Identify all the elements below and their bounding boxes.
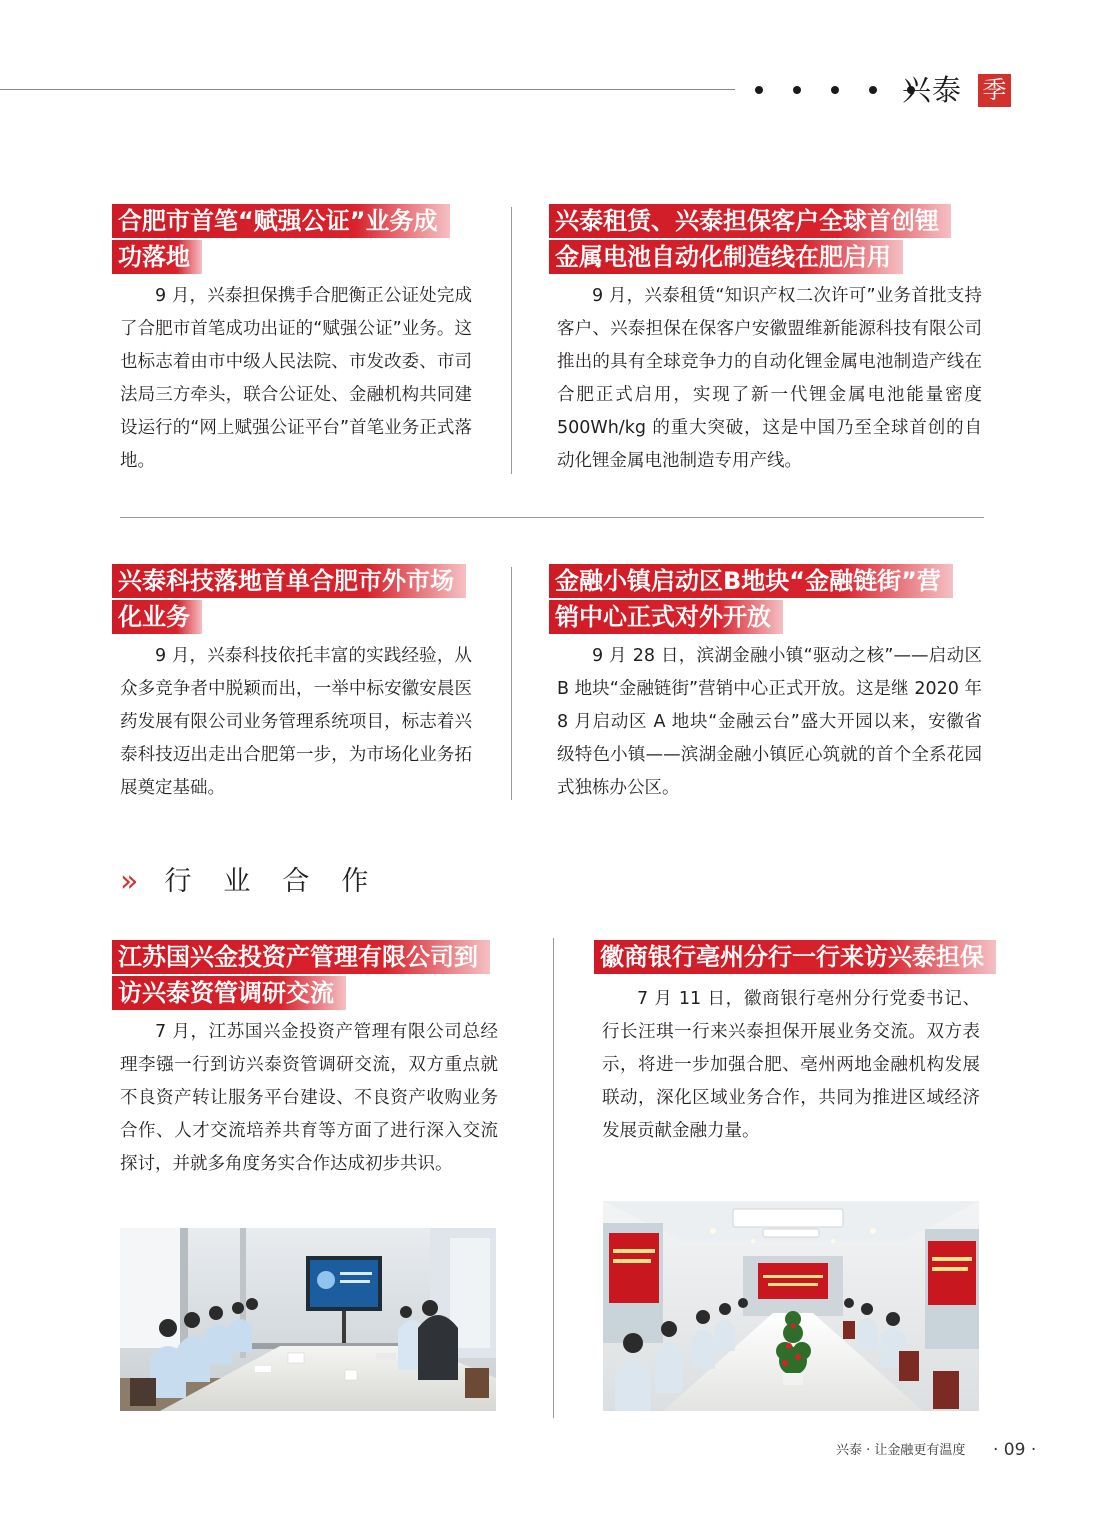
magazine-brand: 兴泰 — [902, 73, 963, 107]
headline-line: 合肥市首笔“赋强公证”业务成 — [112, 204, 450, 238]
page-number: · 09 · — [993, 1440, 1037, 1460]
headline-line: 销中心正式对外开放 — [549, 600, 783, 634]
headline-line: 金融小镇启动区B地块“金融链街”营 — [549, 564, 953, 598]
section-heading — [120, 862, 400, 902]
column-divider — [511, 567, 512, 800]
cooperation-1-headline — [112, 940, 522, 1010]
article-2-body: 9 月，兴泰租赁“知识产权二次许可”业务首批支持客户、兴泰担保在保客户安徽盟维新能源科技有限公司推出的具有全球竞争力的自动化锂金属电池制造产线在合肥正式启用，实现了新一代锂金属电池能量密度 500Wh/kg 的重大突破，这是中国乃至全球首创的自动化锂金属电池制造专用产线。 — [557, 286, 982, 471]
column-divider — [553, 938, 554, 1418]
headline-line: 功落地 — [112, 240, 202, 274]
headline-line: 兴泰科技落地首单合肥市外市场 — [112, 564, 466, 598]
row-divider — [120, 517, 984, 518]
section-title: 行业合作 — [164, 866, 401, 897]
dot-icon — [755, 86, 763, 94]
cooperation-2-body: 7 月 11 日，徽商银行亳州分行党委书记、行长汪琪一行来兴泰担保开展业务交流。双方表示，将进一步加强合肥、亳州两地金融机构发展联动，深化区域业务合作，共同为推进区域经济发展贡献金融力量。 — [602, 989, 980, 1141]
article-2-headline — [549, 204, 999, 274]
article-4-headline — [549, 564, 999, 634]
dot-icon — [831, 86, 839, 94]
headline-line: 兴泰租赁、兴泰担保客户全球首创锂 — [549, 204, 951, 238]
article-1-headline — [112, 204, 492, 274]
dot-icon — [793, 86, 801, 94]
column-divider — [511, 207, 512, 474]
season-seal-logo: 季 — [978, 74, 1011, 107]
meeting-photo-2 — [603, 1201, 979, 1411]
header-dots — [755, 70, 915, 110]
double-chevron-icon: » — [120, 864, 139, 899]
cooperation-1-body: 7 月，江苏国兴金投资产管理有限公司总经理李镪一行到访兴泰资管调研交流，双方重点就不良资产转让服务平台建设、不良资产收购业务合作、人才交流培养共育等方面了进行深入交流探讨，并就多角度务实合作达成初步共识。 — [120, 1022, 498, 1174]
headline-line: 化业务 — [112, 600, 202, 634]
headline-line: 江苏国兴金投资产管理有限公司到 — [112, 940, 490, 974]
article-3-body: 9 月，兴泰科技依托丰富的实践经验，从众多竞争者中脱颖而出，一举中标安徽安晨医药发展有限公司业务管理系统项目，标志着兴泰科技迈出走出合肥第一步，为市场化业务拓展奠定基础。 — [120, 646, 472, 798]
headline-line: 金属电池自动化制造线在肥启用 — [549, 240, 903, 274]
article-3-headline — [112, 564, 492, 634]
article-1-body: 9 月，兴泰担保携手合肥衡正公证处完成了合肥市首笔成功出证的“赋强公证”业务。这也标志着由市中级人民法院、市发改委、市司法局三方牵头，联合公证处、金融机构共同建设运行的“网上赋强公证平台”首笔业务正式落地。 — [120, 286, 472, 471]
dot-icon — [869, 86, 877, 94]
meeting-photo-1 — [120, 1228, 496, 1411]
article-4-body: 9 月 28 日，滨湖金融小镇“驱动之核”——启动区 B 地块“金融链街”营销中心正式开放。这是继 2020 年 8 月启动区 A 地块“金融云台”盛大开园以来，安徽省级特色小镇——滨湖金融小镇匠心筑就的首个全系花园式独栋办公区。 — [557, 646, 982, 798]
headline-line: 访兴泰资管调研交流 — [112, 976, 346, 1010]
footer-slogan: 兴泰 · 让金融更有温度 — [836, 1443, 966, 1458]
cooperation-2-headline — [594, 940, 989, 974]
headline-line: 徽商银行亳州分行一行来访兴泰担保 — [594, 940, 996, 974]
header-rule — [0, 89, 735, 90]
